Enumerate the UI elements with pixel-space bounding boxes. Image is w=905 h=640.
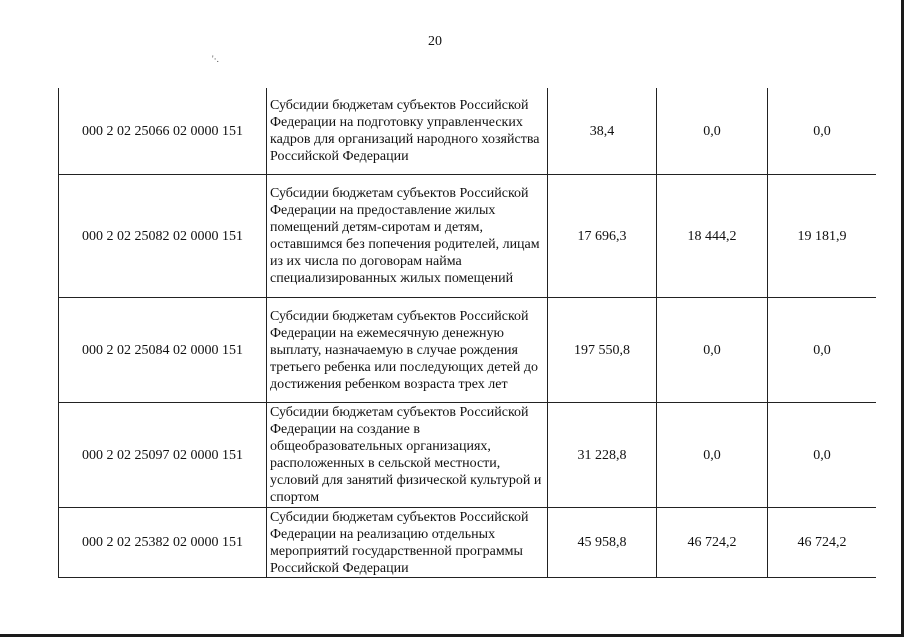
value-year3-cell: 46 724,2 xyxy=(768,508,877,578)
value-year3-cell: 0,0 xyxy=(768,88,877,175)
subsidy-name-cell: Субсидии бюджетам субъектов Российской Федерации на подготовку управленческих кадров для организаций народного хозяйства Российской Федерации xyxy=(267,88,548,175)
page-number: 20 xyxy=(428,34,442,49)
budget-code-cell: 000 2 02 25084 02 0000 151 xyxy=(59,298,267,403)
value-year1-cell: 197 550,8 xyxy=(548,298,657,403)
table-row xyxy=(59,175,877,298)
value-year2-cell: 0,0 xyxy=(657,298,768,403)
budget-code-cell: 000 2 02 25382 02 0000 151 xyxy=(59,508,267,578)
value-year1-cell: 38,4 xyxy=(548,88,657,175)
value-year2-cell: 46 724,2 xyxy=(657,508,768,578)
table-row xyxy=(59,508,877,578)
subsidy-name-cell: Субсидии бюджетам субъектов Российской Федерации на предоставление жилых помещений детям-сиротам и детям, оставшимся без попечения родителей, лицам из их числа по договорам найма специализированных жилых помещений xyxy=(267,175,548,298)
subsidy-name-cell: Субсидии бюджетам субъектов Российской Федерации на ежемесячную денежную выплату, назначаемую в случае рождения третьего ребенка или последующих детей до достижения ребенком возраста трех лет xyxy=(267,298,548,403)
table-row xyxy=(59,88,877,175)
table-row xyxy=(59,403,877,508)
budget-code-cell: 000 2 02 25066 02 0000 151 xyxy=(59,88,267,175)
subsidy-name-cell: Субсидии бюджетам субъектов Российской Федерации на создание в общеобразовательных организациях, расположенных в сельской местности, условий для занятий физической культурой и спортом xyxy=(267,403,548,508)
value-year2-cell: 18 444,2 xyxy=(657,175,768,298)
value-year3-cell: 0,0 xyxy=(768,403,877,508)
subsidy-name-cell: Субсидии бюджетам субъектов Российской Федерации на реализацию отдельных мероприятий государственной программы Российской Федерации xyxy=(267,508,548,578)
value-year3-cell: 0,0 xyxy=(768,298,877,403)
budget-code-cell: 000 2 02 25082 02 0000 151 xyxy=(59,175,267,298)
value-year3-cell: 19 181,9 xyxy=(768,175,877,298)
scan-speck: '·. xyxy=(212,54,219,64)
value-year1-cell: 45 958,8 xyxy=(548,508,657,578)
value-year2-cell: 0,0 xyxy=(657,88,768,175)
budget-code-cell: 000 2 02 25097 02 0000 151 xyxy=(59,403,267,508)
value-year1-cell: 17 696,3 xyxy=(548,175,657,298)
value-year1-cell: 31 228,8 xyxy=(548,403,657,508)
value-year2-cell: 0,0 xyxy=(657,403,768,508)
budget-table xyxy=(58,88,876,578)
table-row xyxy=(59,298,877,403)
